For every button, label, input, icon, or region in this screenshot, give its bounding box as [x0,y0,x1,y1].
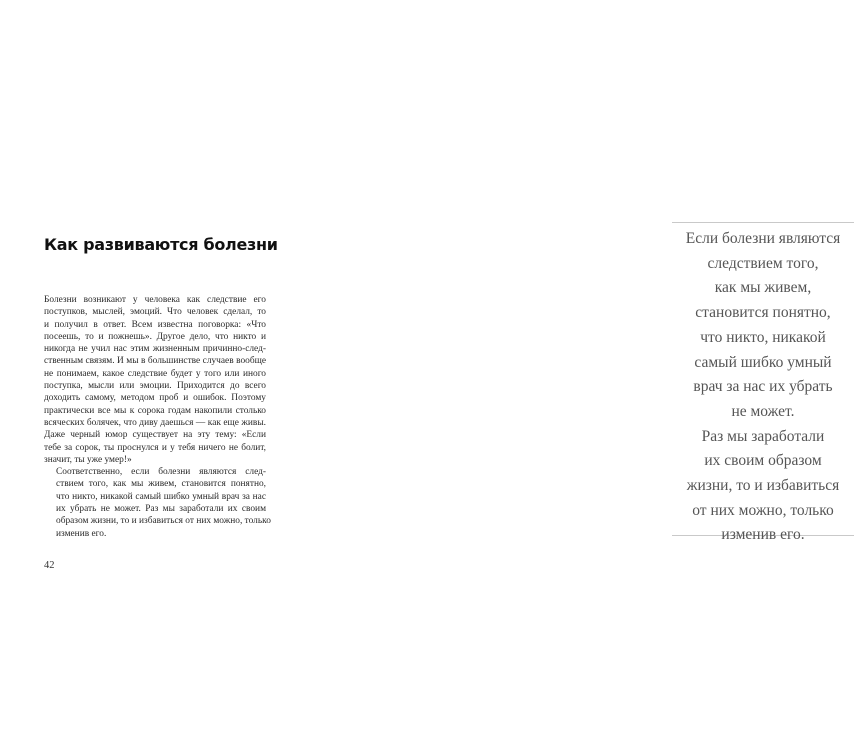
text-line: Болезни возникают у человека как следствие его [44,295,266,305]
paragraph [44,294,266,466]
pullquote-line: самый шибко умный [694,353,832,371]
text-line: значит, ты уже умер!» [44,454,132,465]
text-line: посеешь, то и пожнешь». Другое дело, что никто и [44,331,266,342]
text-line: ствием того, как мы живем, становится понятно, [56,479,266,490]
pullquote [672,222,854,544]
text-line: тебе за сорок, ты проснулся и у тебя ничего не болит, [44,442,266,453]
pullquote-line: от них можно, только [692,501,834,519]
body-text [44,294,271,540]
pullquote-line: следствием того, [707,254,819,272]
text-line: Даже черный юмор существует на эту тему: «Если [44,430,266,441]
pullquote-line: что никто, никакой [700,328,826,346]
pullquote-text [672,223,854,548]
text-line: и получил в ответ. Всем известна поговорка: «Что [44,319,266,330]
pullquote-line: жизни, то и избавиться [686,477,840,495]
pullquote-line: врач за нас их убрать [693,378,833,396]
pullquote-line: Если болезни являются [685,230,841,247]
pullquote-line: изменив его. [721,526,805,544]
text-line: Соответственно, если болезни являются след- [56,467,266,478]
pullquote-line: Раз мы заработали [701,427,825,445]
text-line: никогда не учил нас этим жизненным причинно-след- [44,344,266,355]
chapter-title: Как развиваются болезни [44,235,278,254]
paragraph [44,466,271,540]
pullquote-line: не может. [731,402,795,420]
text-line: что никто, никакой самый шибко умный врач за нас [56,491,266,502]
left-page [0,0,300,750]
text-line: образом жизни, то и избавиться от них можно, только [56,516,271,527]
pullquote-line: их своим образом [704,452,822,470]
pullquote-line: становится понятно, [695,304,831,322]
page-number: 42 [44,560,55,571]
text-line: всяческих болячек, что диву даешься — как еще живы. [44,417,266,428]
text-line: доходить самому, методом проб и ошибок. Поэтому [44,393,266,404]
text-line: ственным связям. И мы в большинстве случаев вообще [44,356,266,367]
text-line: изменив его. [56,528,107,539]
text-line: поступка, мысли или эмоции. Приходится до всего [44,381,266,392]
text-line: не понимаем, какое следствие будет у того или иного [44,368,266,379]
text-line: поступков, мыслей, эмоций. Что человек сделал, то [44,307,266,318]
text-line: их убрать не может. Раз мы заработали их своим [56,504,266,515]
text-line: практически все мы к сорока годам накопили столько [44,405,266,416]
right-page [300,0,841,750]
pullquote-line: как мы живем, [714,279,812,297]
